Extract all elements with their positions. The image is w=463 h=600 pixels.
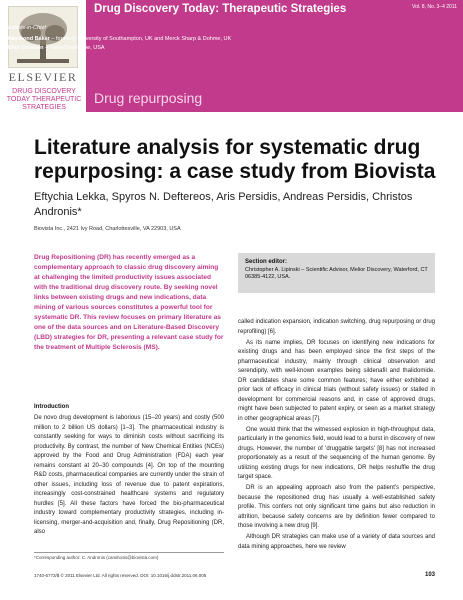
article-authors: Eftychia Lekka, Spyros N. Deftereos, Aris Persidis, Andreas Persidis, Christos Andronis* [34,191,413,218]
publisher-name: ELSEVIER [8,70,78,84]
footer-copyright: 1740-6773/$ © 2011 Elsevier Ltd. All rights reserved. DOI: 10.1016/j.ddstr.2011.06.005 [34,573,207,578]
body-paragraph: One would think that the witnessed explosion in high-throughput data, particularly in the genomics field, would lead to a burst in discovery of new drugs. However, the number of 'druggable targets' [8] has not increased proportionately as a result of the sequencing of the human genome. By utilizing existing drugs for new indications, DR helps reshuffle the drug target space. [238,426,435,480]
author-affiliation: Biovista Inc., 2421 Ivy Road, Charlottesville, VA 22903, USA [34,226,181,232]
section-title: Drug repurposing [94,90,203,106]
editor-2 [8,45,105,51]
journal-title: Drug Discovery Today: Therapeutic Strategies [94,3,347,15]
editor-2-affiliation: – GlaxoSmithKline, USA [43,45,105,51]
journal-header [0,0,463,112]
section-bar [86,85,463,112]
left-column-body [34,414,224,549]
editor-1-affiliation: – formerly University of Southampton, UK and Merck Sharp & Dohme, UK [49,36,232,42]
body-paragraph: called indication expansion, indication switching, drug repurposing or drug reprofiling) [6]. [238,319,435,335]
body-paragraph: Although DR strategies can make use of a variety of data sources and data mining approaches, here we review [238,534,435,550]
section-editor-label: Section editor: [245,259,288,265]
corresponding-author-note: *Corresponding author: C. Andronis (candronis@biovista.com) [34,552,224,560]
editor-1 [8,36,231,42]
abstract: Drug Repositioning (DR) has recently emerged as a complementary approach to classic drug discovery aiming at challenging the limited productivity issues associated with the traditional drug discovery route. By seeking novel links between existing drugs and new indications, data mining of various sources constitutes a powerful tool for systematic DR. This review focuses on primary literature as one of the data sources and on Literature-Based Discovery (LBD) strategies for DR, presenting a relevant case study for the treatment of Multiple Sclerosis (MS). [34,254,224,351]
section-editor-box [238,253,435,293]
journal-logo-text: DRUG DISCOVERY TODAY THERAPEUTIC STRATEGIES [6,88,82,111]
editors-label: Editors-in-Chief [8,25,46,31]
section-editor-text: Christopher A. Lipinski – Scientific Advisor, Melior Discovery, Waterford, CT 06385-4122, USA. [245,267,428,280]
introduction-heading: Introduction [34,404,69,410]
editors-panel [86,19,463,85]
volume-info: Vol. 8, No. 3–4 2011 [412,4,457,10]
editor-2-name: Eliot Ohlstein [8,45,44,51]
body-paragraph: As its name implies, DR focuses on identifying new indications for existing drugs and has been employed since the first steps of the pharmaceutical industry, mainly through clinical observation and serendipity, with well-known examples being sildenafil and thalidomide. DR candidates share some common features; have either exhibited a prior lack of efficacy in clinical trials (without safety issues) or stalled in development for commercial reasons and, in case of approved drugs, might have been subjected to patent expiry, or seen as a market strategy in other geographical areas [7]. [238,339,435,422]
editor-1-name: Raymond Baker [8,36,50,42]
body-paragraph: DR is an appealing approach also from the patient's perspective, because the repositioned drug has usually a well-established safety profile. This confers not only significant time gains but also reduction in attrition, because safety concerns are by definition fewer compared to those involving a new drug [9]. [238,485,435,529]
journal-title-bar [86,0,463,19]
right-column-body [238,318,435,566]
publisher-logo-area [0,0,86,112]
article-title: Literature analysis for systematic drug repurposing: a case study from Biovista [34,136,436,183]
intro-paragraph: De novo drug development is laborious (15–20 years) and costly (500 million to 2 billion US dollars) [1–3]. The pharmaceutical industry is constantly seeking for ways to diminish costs without sacrificing its productivity. By contrast, the number of New Chemical Entities (NCEs) approved by the Food and Drug Administration (FDA) each year remains constant at 20–30 compounds [4]. On top of the mounting R&D costs, pharmaceutical companies are currently under the strain of other issues, including loss of revenue due to patent expirations, increasingly cost-constrained healthcare systems and regulatory hurdles [5]. All these factors have forced the bio-pharmaceutical industry toward complementary productivity strategies, including in-licensing, merger-and-acquisition and, finally, Drug Repositioning (DR, also [34,415,224,535]
page-number: 103 [424,572,435,578]
